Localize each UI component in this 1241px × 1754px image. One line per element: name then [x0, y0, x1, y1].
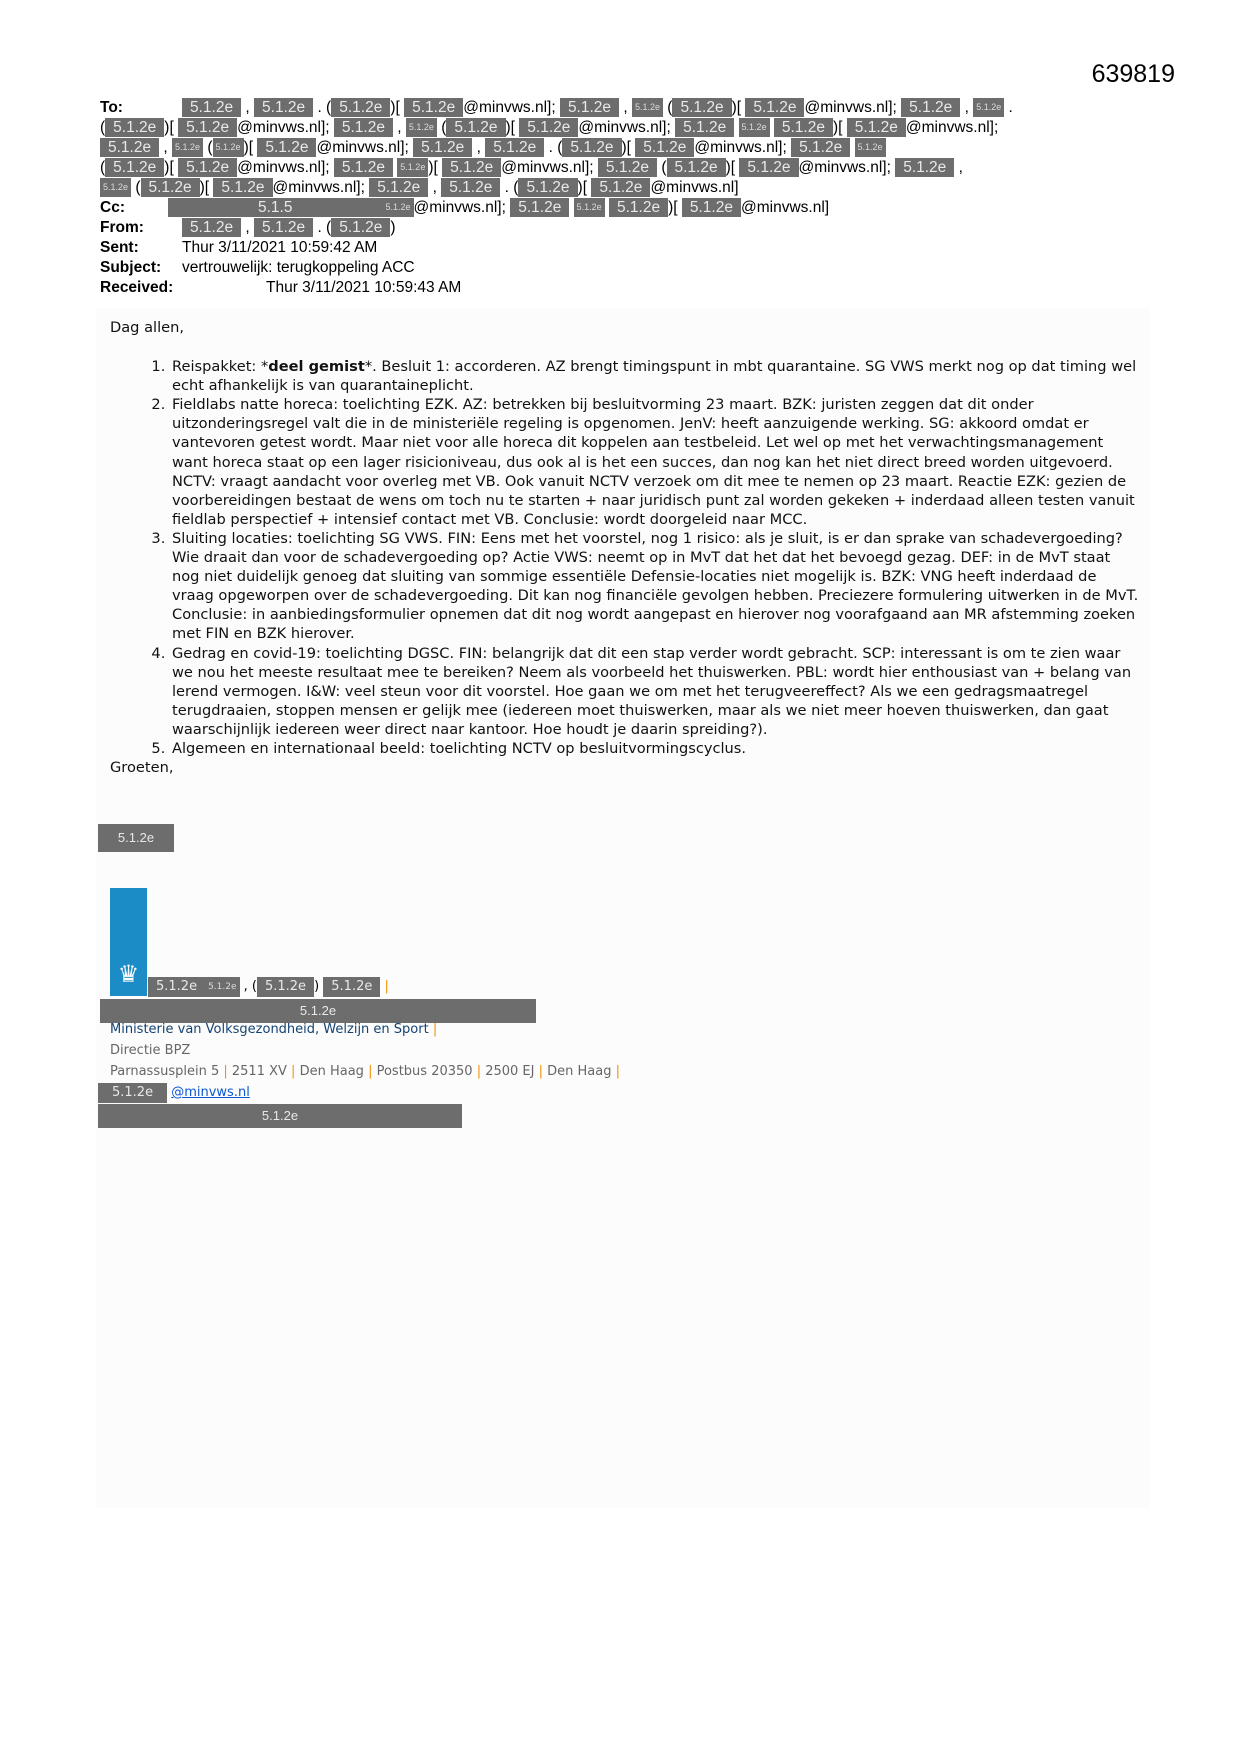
from-label: From:	[100, 219, 144, 236]
to-recipients-line-2: ( 5.1.2e )[ 5.1.2e @minvws.nl]; 5.1.2e , 5.1.2e ( 5.1.2e )[ 5.1.2e @minvws.nl]; 5.1.2e 5.1.2e 5.1.2e )[ 5.1.2e @minvws.nl];	[100, 119, 999, 136]
to-label: To:	[100, 99, 123, 116]
phone-redaction: 5.1.2e	[98, 1104, 462, 1128]
item-text: Fieldlabs natte horeca: toelichting EZK. AZ: betrekken bij besluitvorming 23 maart. BZK: juristen zeggen dat dit onder uitzonderingsregel valt die in de ministeriële regeling is opgenomen. JenV: heeft aanzuigende werking. SG: akkoord omdat er vantevoren getest wordt. Maar niet voor alle horeca dit koppelen aan testbeleid. Let wel op met het verwachtingsmanagement want horeca staat op een lager risicioniveau, dus ook al is het een succes, dan nog kan het niet direct breed worden uitgevoerd. NCTV: vraagt aandacht voor overleg met VB. Ook vanuit NCTV verzoek om dit mee te nemen op 23 maart. Reactie EZK: gezien de voorbereidingen bestaat de wens om toch nu te starten + naar juridisch punt zal worden gekeken + inderdaad alleen testen vanuit fieldlab perspectief + intensief contact met VB. Conclusie: wordt doorgeleid naar MCC.	[172, 396, 1135, 528]
redaction: 5.1.2e	[441, 178, 500, 197]
redaction: 5.1.2e	[682, 198, 741, 217]
redaction-small: 5.1.2e	[213, 138, 244, 157]
redaction: 5.1.2e	[257, 138, 316, 157]
email-domain-last: @minvws.nl]	[740, 199, 830, 216]
redaction: 5.1.2e	[635, 138, 694, 157]
cc-recipients: 5.1.5 5.1.2e @minvws.nl]; 5.1.2e 5.1.2e 5.1.2e )[ 5.1.2e @minvws.nl]	[168, 198, 829, 218]
to-recipients-line-3: 5.1.2e , 5.1.2e ( 5.1.2e )[ 5.1.2e @minvws.nl]; 5.1.2e , 5.1.2e . ( 5.1.2e )[ 5.1.2e @minvws.nl]; 5.1.2e 5.1.2e	[100, 138, 886, 158]
email-domain: @minvws.nl];	[272, 179, 365, 196]
email-domain: @minvws.nl];	[413, 199, 506, 216]
redaction: 5.1.2e	[562, 138, 621, 157]
addr-city2: Den Haag	[547, 1064, 612, 1079]
separator: |	[291, 1064, 296, 1079]
to-row-3	[100, 138, 1180, 158]
redaction: 5.1.2e	[413, 138, 472, 157]
received-row	[100, 278, 1180, 298]
email-domain: @minvws.nl];	[905, 119, 999, 136]
email-domain: @minvws.nl];	[316, 139, 409, 156]
subject-row	[100, 258, 1180, 278]
redaction-small: 5.1.2e	[100, 178, 131, 197]
redaction: 5.1.2e	[739, 158, 798, 177]
redaction: 5.1.2e	[442, 158, 501, 177]
agenda-item-3	[170, 529, 1140, 644]
redaction-small: 5.1.2e	[382, 198, 413, 217]
email-domain-last: @minvws.nl]	[650, 179, 739, 196]
cc-row	[100, 198, 1180, 218]
email-domain: @minvws.nl];	[501, 159, 594, 176]
redaction: 5.1.2e	[98, 1083, 167, 1103]
redaction-small: 5.1.2e	[397, 158, 428, 177]
cc-label: Cc:	[100, 199, 125, 216]
ministry-text: Ministerie van Volksgezondheid, Welzijn en Sport	[110, 1022, 429, 1037]
redaction-small: 5.1.2e	[632, 98, 663, 117]
function-redaction: 5.1.2e	[100, 999, 536, 1023]
redaction: 5.1.2e	[510, 198, 569, 217]
item-bold: deel gemist	[268, 358, 365, 376]
redaction: 5.1.2e	[485, 138, 544, 157]
redaction: 5.1.2e	[254, 98, 313, 117]
redaction-small: 5.1.2e	[406, 118, 437, 137]
redaction: 5.1.5	[168, 198, 382, 217]
redaction: 5.1.2e	[560, 98, 619, 117]
separator: |	[432, 1022, 438, 1037]
from-row	[100, 218, 1180, 238]
redaction: 5.1.2e	[675, 118, 734, 137]
email-link[interactable]: @minvws.nl	[171, 1085, 250, 1100]
email-domain: @minvws.nl];	[463, 99, 556, 116]
separator: |	[384, 979, 389, 994]
agenda-item-5	[170, 739, 1140, 758]
addr-zip2: 2500 EJ	[485, 1064, 535, 1079]
email-domain: @minvws.nl];	[578, 119, 671, 136]
to-row-5	[100, 178, 1180, 198]
addr-postbus: Postbus 20350	[376, 1064, 473, 1079]
redaction-small: 5.1.2e	[574, 198, 605, 217]
agenda-item-4	[170, 644, 1140, 739]
item-text: Algemeen en internationaal beeld: toelichting NCTV op besluitvormingscyclus.	[172, 739, 747, 757]
item-prefix: Reispakket: *	[172, 358, 269, 376]
message-body	[110, 318, 1140, 777]
sent-value: Thur 3/11/2021 10:59:42 AM	[182, 239, 378, 256]
agenda-item-2	[170, 395, 1140, 529]
separator: |	[368, 1064, 373, 1079]
email-domain: @minvws.nl];	[237, 159, 330, 176]
item-text: Sluiting locaties: toelichting SG VWS. FIN: Eens met het voorstel, nog 1 risico: als je sluit, is er dan sprake van schadevergoeding? Wie draait dan voor de schadevergoeding op? Actie VWS: neemt op in MvT dat het dat het bevoegd gezag. DEF: in de MvT staat nog niet duidelijk genoeg dat sluiting van sommige essentiële Defensie-locaties niet mogelijk is. BZK: VNG heeft inderdaad de vraag opgeworpen over de schadevergoeding. Dit kan nog financiële gevolgen hebben. Preciezere formulering uitwerken in de MvT. Conclusie: in aanbiedingsformulier opnemen dat dit nog wordt aangepast en hierover nog voorafgaand aan MR afstemming zoeken met FIN en BZK hierover.	[172, 529, 1139, 643]
sent-label: Sent:	[100, 239, 139, 256]
redaction-small: 5.1.2e	[172, 138, 203, 157]
item-text: Gedrag en covid-19: toelichting DGSC. FIN: belangrijk dat dit een stap verder wordt gebracht. SCP: interessant is om te zien waar we nou het meeste resultaat mee te bereiken? Neem als voorbeeld het thuiswerken. PBL: wordt hier enthousiast van + belang van lerend vermogen. I&W: veel steun voor dit voorstel. Hoe gaan we om met het terugveereffect? Als we een gedragsmaatregel terugdraaien, stoppen mensen er gelijk mee (iedereen moet thuiswerken, maar als we niet meer hoeven thuiswerken, dan gaat waarschijnlijk iedereen weer direct naar kantoor. Hoe houdt je daarin spreiding?).	[172, 644, 1132, 738]
sent-row	[100, 238, 1180, 258]
address	[110, 1064, 620, 1079]
redaction: 5.1.2e	[213, 178, 272, 197]
redaction: 5.1.2e	[791, 138, 850, 157]
redaction: 5.1.2e	[847, 118, 906, 137]
sender-name-redaction: 5.1.2e	[98, 824, 174, 852]
redaction: 5.1.2e	[519, 118, 578, 137]
email-domain: @minvws.nl];	[804, 99, 897, 116]
email-domain: @minvws.nl];	[237, 119, 330, 136]
directie: Directie BPZ	[110, 1043, 191, 1058]
redaction-small: 5.1.2e	[855, 138, 886, 157]
redaction: 5.1.2e	[105, 118, 164, 137]
subject-label: Subject:	[100, 259, 162, 276]
redaction: 5.1.2e	[745, 98, 804, 117]
addr-zip: 2511 XV	[231, 1064, 287, 1079]
redaction: 5.1.2e	[182, 98, 241, 117]
agenda-item-1	[170, 357, 1140, 395]
crest-icon: ♛	[117, 961, 140, 988]
signature-email	[98, 1083, 250, 1103]
redaction: 5.1.2e	[667, 158, 726, 177]
redaction: 5.1.2e	[254, 218, 313, 237]
received-value: Thur 3/11/2021 10:59:43 AM	[266, 279, 462, 296]
to-recipients-line-4: ( 5.1.2e )[ 5.1.2e @minvws.nl]; 5.1.2e 5.1.2e )[ 5.1.2e @minvws.nl]; 5.1.2e ( 5.1.2e )[ 5.1.2e @minvws.nl]; 5.1.2e ,	[100, 159, 963, 176]
redaction: 5.1.2e	[334, 118, 393, 137]
agenda-list	[110, 357, 1140, 758]
redaction: 5.1.2e	[518, 178, 577, 197]
separator: |	[476, 1064, 482, 1079]
redaction: 5.1.2e	[598, 158, 657, 177]
email-header	[100, 98, 1180, 298]
subject-value: vertrouwelijk: terugkoppeling ACC	[182, 259, 415, 276]
ministry-name	[110, 1022, 437, 1037]
redaction: 5.1.2e	[609, 198, 668, 217]
to-recipients-line-1: 5.1.2e , 5.1.2e . ( 5.1.2e )[ 5.1.2e @minvws.nl]; 5.1.2e , 5.1.2e ( 5.1.2e )[ 5.1.2e @minvws.nl]; 5.1.2e , 5.1.2e .	[182, 98, 1013, 118]
redaction: 5.1.2e	[105, 158, 164, 177]
redaction: 5.1.2e	[672, 98, 731, 117]
received-label: Received:	[100, 279, 174, 296]
redaction: 5.1.2e	[178, 158, 237, 177]
redaction-small: 5.1.2e	[205, 977, 239, 997]
addr-city: Den Haag	[299, 1064, 364, 1079]
redaction: 5.1.2e	[901, 98, 960, 117]
redaction: 5.1.2e	[148, 977, 205, 997]
redaction-small: 5.1.2e	[973, 98, 1004, 117]
signature-name: 5.1.2e 5.1.2e , ( 5.1.2e ) 5.1.2e |	[148, 977, 389, 997]
separator: |	[223, 1064, 228, 1079]
redaction: 5.1.2e	[404, 98, 463, 117]
greeting: Dag allen,	[110, 319, 185, 336]
redaction: 5.1.2e	[141, 178, 200, 197]
email-domain: @minvws.nl];	[694, 139, 787, 156]
redaction: 5.1.2e	[182, 218, 241, 237]
to-row-2	[100, 118, 1180, 138]
redaction: 5.1.2e	[323, 977, 380, 997]
item-text: *. Besluit 1: accorderen. AZ brengt timingspunt in mbt quarantaine. SG VWS merkt nog op dat timing wel echt afhankelijk is van quarantaineplicht.	[172, 358, 1137, 395]
closing: Groeten,	[110, 759, 174, 777]
redaction-small: 5.1.2e	[739, 118, 770, 137]
separator: |	[538, 1064, 544, 1079]
email-domain: @minvws.nl];	[798, 159, 891, 176]
redaction: 5.1.2e	[774, 118, 833, 137]
redaction: 5.1.2e	[331, 218, 390, 237]
document-number: 639819	[1091, 60, 1175, 88]
redaction: 5.1.2e	[369, 178, 428, 197]
from-value: 5.1.2e , 5.1.2e . ( 5.1.2e )	[182, 218, 396, 238]
redaction: 5.1.2e	[331, 98, 390, 117]
redaction: 5.1.2e	[257, 977, 314, 997]
separator: |	[615, 1064, 621, 1079]
to-row-4	[100, 158, 1180, 178]
redaction: 5.1.2e	[100, 138, 159, 157]
addr-street: Parnassusplein 5	[110, 1064, 220, 1079]
redaction: 5.1.2e	[591, 178, 650, 197]
redaction: 5.1.2e	[178, 118, 237, 137]
redaction: 5.1.2e	[334, 158, 393, 177]
to-recipients-line-5: 5.1.2e ( 5.1.2e )[ 5.1.2e @minvws.nl]; 5.1.2e , 5.1.2e . ( 5.1.2e )[ 5.1.2e @minvws.nl]	[100, 178, 739, 198]
redaction: 5.1.2e	[895, 158, 954, 177]
redaction: 5.1.2e	[446, 118, 505, 137]
to-row-1	[100, 98, 1180, 118]
